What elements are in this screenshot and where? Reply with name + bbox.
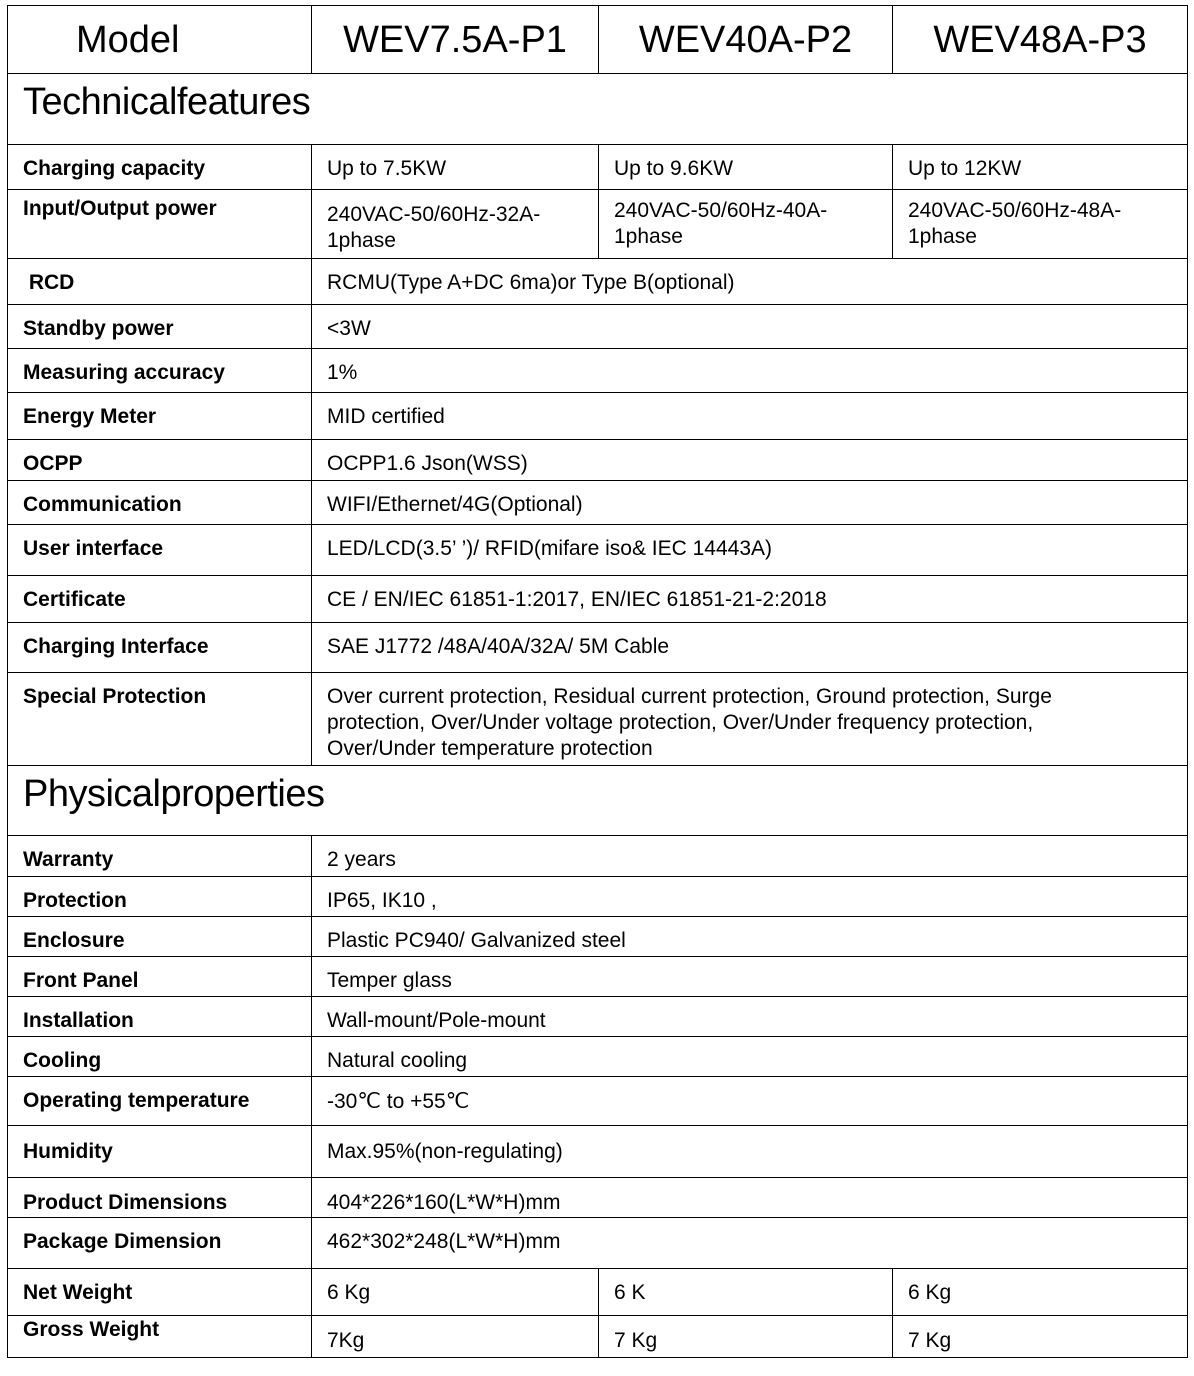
row-label: User interface xyxy=(8,525,312,576)
row-special-protection xyxy=(8,673,1188,766)
row-value: Plastic PC940/ Galvanized steel xyxy=(312,917,1188,957)
row-label: Communication xyxy=(8,481,312,525)
row-value: 1% xyxy=(312,349,1188,393)
row-value: 462*302*248(L*W*H)mm xyxy=(312,1218,1188,1269)
row-rcd xyxy=(8,259,1188,305)
row-value: CE / EN/IEC 61851-1:2017, EN/IEC 61851-21-2:2018 xyxy=(312,576,1188,623)
row-front-panel xyxy=(8,957,1188,997)
row-value: Natural cooling xyxy=(312,1037,1188,1077)
row-value-1: 6 Kg xyxy=(312,1269,599,1316)
row-installation xyxy=(8,997,1188,1037)
row-label: Product Dimensions xyxy=(8,1178,312,1218)
row-user-interface xyxy=(8,525,1188,576)
row-label: Installation xyxy=(8,997,312,1037)
row-charging-interface xyxy=(8,623,1188,673)
row-enclosure xyxy=(8,917,1188,957)
row-standby-power xyxy=(8,305,1188,349)
row-cooling xyxy=(8,1037,1188,1077)
row-label: Cooling xyxy=(8,1037,312,1077)
row-label: RCD xyxy=(8,259,312,305)
row-value-3: 240VAC-50/60Hz-48A-1phase xyxy=(893,190,1188,259)
spec-table xyxy=(7,5,1188,1358)
row-value: 2 years xyxy=(312,836,1188,877)
row-measuring-accuracy xyxy=(8,349,1188,393)
row-value-2: 7 Kg xyxy=(599,1316,893,1358)
row-value-3: 6 Kg xyxy=(893,1269,1188,1316)
row-protection xyxy=(8,877,1188,917)
row-label: Operating temperature xyxy=(8,1077,312,1126)
row-label: Net Weight xyxy=(8,1269,312,1316)
row-label: Certificate xyxy=(8,576,312,623)
row-value-3: 7 Kg xyxy=(893,1316,1188,1358)
section-title-technical: Technicalfeatures xyxy=(8,74,1188,145)
row-value-2: 6 K xyxy=(599,1269,893,1316)
row-value: RCMU(Type A+DC 6ma)or Type B(optional) xyxy=(312,259,1188,305)
row-input-output-power xyxy=(8,190,1188,259)
row-label: OCPP xyxy=(8,440,312,481)
row-label: Gross Weight xyxy=(8,1316,312,1358)
row-label: Warranty xyxy=(8,836,312,877)
row-label: Special Protection xyxy=(8,673,312,766)
row-gross-weight xyxy=(8,1316,1188,1358)
row-value: Wall-mount/Pole-mount xyxy=(312,997,1188,1037)
row-label: Front Panel xyxy=(8,957,312,997)
row-value: WIFI/Ethernet/4G(Optional) xyxy=(312,481,1188,525)
row-label: Charging Interface xyxy=(8,623,312,673)
row-value: -30℃ to +55℃ xyxy=(312,1077,1188,1126)
model-name-2: WEV40A-P2 xyxy=(599,6,893,74)
row-label: Measuring accuracy xyxy=(8,349,312,393)
row-label: Energy Meter xyxy=(8,393,312,440)
row-value-1: Up to 7.5KW xyxy=(312,145,599,190)
section-title-physical: Physicalproperties xyxy=(8,766,1188,836)
row-communication xyxy=(8,481,1188,525)
row-label: Protection xyxy=(8,877,312,917)
row-label: Humidity xyxy=(8,1126,312,1178)
row-net-weight xyxy=(8,1269,1188,1316)
row-value: MID certified xyxy=(312,393,1188,440)
row-value: IP65, IK10 , xyxy=(312,877,1188,917)
row-ocpp xyxy=(8,440,1188,481)
row-operating-temperature xyxy=(8,1077,1188,1126)
row-label: Charging capacity xyxy=(8,145,312,190)
row-value-3: Up to 12KW xyxy=(893,145,1188,190)
row-value-2: Up to 9.6KW xyxy=(599,145,893,190)
row-value-2: 240VAC-50/60Hz-40A-1phase xyxy=(599,190,893,259)
section-row-technical xyxy=(8,74,1188,145)
model-name-3: WEV48A-P3 xyxy=(893,6,1188,74)
row-value: 404*226*160(L*W*H)mm xyxy=(312,1178,1188,1218)
section-row-physical xyxy=(8,766,1188,836)
row-value: OCPP1.6 Json(WSS) xyxy=(312,440,1188,481)
row-value: LED/LCD(3.5’ ’)/ RFID(mifare iso& IEC 14443A) xyxy=(312,525,1188,576)
row-energy-meter xyxy=(8,393,1188,440)
row-label: Enclosure xyxy=(8,917,312,957)
row-label: Input/Output power xyxy=(8,190,312,259)
row-product-dimensions xyxy=(8,1178,1188,1218)
row-value: Max.95%(non-regulating) xyxy=(312,1126,1188,1178)
row-value-1: 7Kg xyxy=(312,1316,599,1358)
header-row xyxy=(8,6,1188,74)
row-value: Temper glass xyxy=(312,957,1188,997)
model-label: Model xyxy=(8,6,312,74)
row-value-1: 240VAC-50/60Hz-32A-1phase xyxy=(312,190,599,259)
row-value: SAE J1772 /48A/40A/32A/ 5M Cable xyxy=(312,623,1188,673)
row-certificate xyxy=(8,576,1188,623)
row-warranty xyxy=(8,836,1188,877)
row-value: Over current protection, Residual current protection, Ground protection, Surge protection, Over/Under voltage protection, Over/Under frequency protection, Over/Under temperature protection xyxy=(312,673,1188,766)
row-charging-capacity xyxy=(8,145,1188,190)
row-label: Package Dimension xyxy=(8,1218,312,1269)
row-humidity xyxy=(8,1126,1188,1178)
row-package-dimension xyxy=(8,1218,1188,1269)
row-label: Standby power xyxy=(8,305,312,349)
row-value: <3W xyxy=(312,305,1188,349)
model-name-1: WEV7.5A-P1 xyxy=(312,6,599,74)
